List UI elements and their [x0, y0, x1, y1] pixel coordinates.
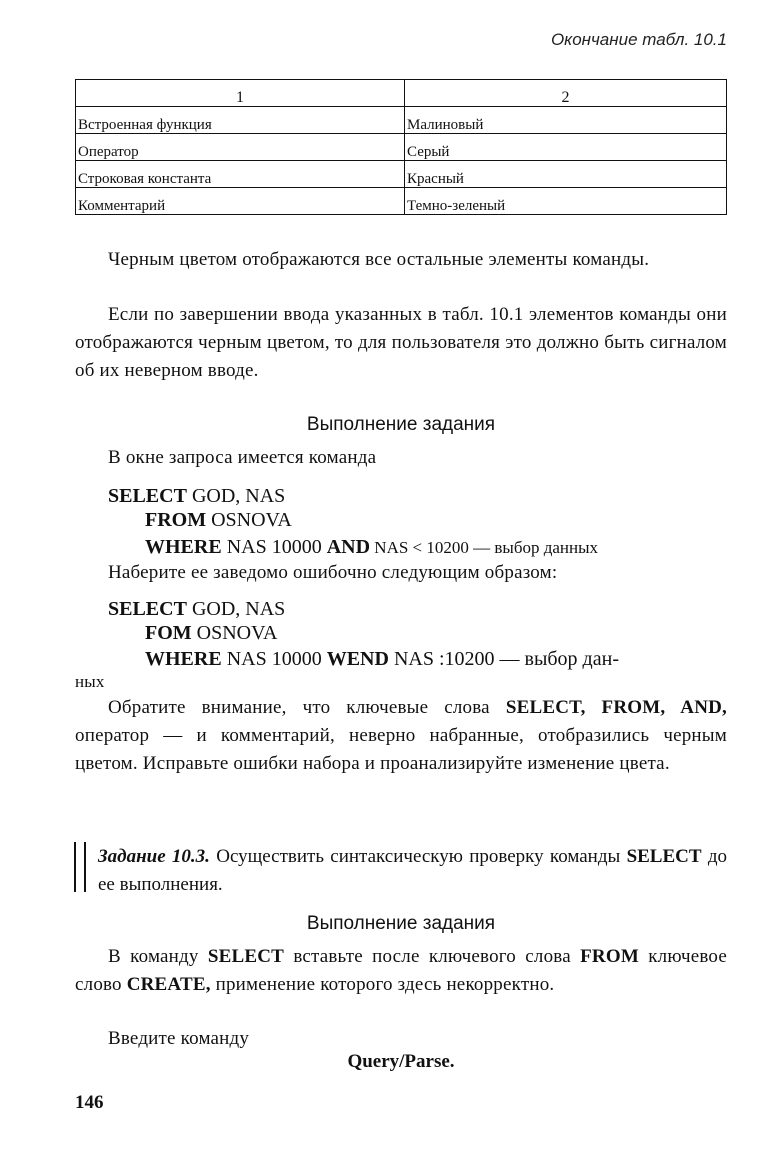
paragraph: В окне запроса имеется команда [108, 447, 377, 468]
section-heading: Выполнение задания [306, 414, 496, 435]
sql-keyword: SELECT [108, 598, 187, 620]
sql-keyword: SELECT [108, 485, 187, 507]
code-line [145, 621, 277, 645]
table-row [76, 107, 727, 134]
paragraph: Если по завершении ввода указанных в табл. 10.1 элементов команды они отображаются черным цветом, то для пользователя это должно быть сигналом об их неверном вводе. [75, 304, 727, 381]
code-line [108, 484, 285, 508]
text-run: Осуществить синтаксическую проверку команды [209, 846, 627, 867]
page-number: 146 [75, 1092, 104, 1113]
code-line [145, 647, 619, 671]
table-cell-element: Комментарий [76, 188, 405, 215]
table-row [76, 161, 727, 188]
bold-run: SELECT, FROM, AND, [505, 697, 728, 718]
table-cell-color: Серый [405, 134, 727, 161]
table-row [76, 134, 727, 161]
code-text: GOD, NAS [186, 598, 286, 620]
text-run: вставьте после ключевого слова [284, 946, 581, 967]
table-cell-element: Встроенная функция [76, 107, 405, 134]
bold-run: SELECT [626, 846, 702, 867]
task-label: Задание 10.3. [98, 846, 210, 867]
text-run: до ее выполнения. [98, 846, 727, 895]
bold-run: SELECT [207, 946, 285, 967]
paragraph: Черным цветом отображаются все остальные элементы команды. [108, 249, 650, 270]
table-cell-color: Темно-зеленый [405, 188, 727, 215]
code-text: NAS 10000 [221, 536, 327, 558]
code-text: NAS :10200 — выбор дан- [388, 648, 619, 670]
code-text: NAS 10000 [221, 648, 327, 670]
table-header-cell: 1 [76, 80, 405, 107]
text-run: В команду [108, 946, 208, 967]
text-run: оператор — и комментарий, неверно набранные, отобразились черным цветом. Исправьте ошибки набора и проанализируйте изменение цвета. [75, 725, 727, 774]
sql-keyword: WHERE [145, 648, 222, 670]
task-marker [74, 842, 86, 892]
paragraph [75, 694, 727, 778]
table-header-row [76, 80, 727, 107]
text-run: ключевое слово [75, 946, 727, 995]
code-text: NAS < 10200 — выбор данных [370, 538, 599, 557]
text-run: Обратите внимание, что ключевые слова [108, 697, 506, 718]
code-line [145, 508, 292, 532]
color-table [75, 79, 727, 215]
bold-run: FROM [580, 946, 639, 967]
sql-keyword: FOM [145, 622, 192, 644]
sql-keyword: WEND [326, 648, 389, 670]
paragraph: Введите команду [108, 1028, 250, 1049]
code-text: OSNOVA [191, 622, 278, 644]
code-text: OSNOVA [206, 509, 292, 531]
table-header-cell: 2 [405, 80, 727, 107]
section-heading: Выполнение задания [306, 913, 496, 934]
table-cell-element: Строковая константа [76, 161, 405, 188]
task-statement [98, 843, 727, 899]
bold-run: CREATE, [126, 974, 211, 995]
code-text: GOD, NAS [186, 485, 286, 507]
paragraph: Наберите ее заведомо ошибочно следующим образом: [108, 562, 558, 583]
table-cell-color: Малиновый [405, 107, 727, 134]
menu-command: Query/Parse. [347, 1051, 455, 1072]
table-row [76, 188, 727, 215]
code-line-wrap: ных [75, 672, 105, 691]
paragraph [75, 943, 727, 999]
table-caption: Окончание табл. 10.1 [550, 30, 727, 49]
sql-keyword: FROM [145, 509, 207, 531]
table-cell-element: Оператор [76, 134, 405, 161]
sql-keyword: WHERE [145, 536, 222, 558]
code-line [108, 597, 285, 621]
table-cell-color: Красный [405, 161, 727, 188]
code-line [145, 535, 598, 560]
sql-keyword: AND [326, 536, 371, 558]
text-run: применение которого здесь некорректно. [210, 974, 555, 995]
